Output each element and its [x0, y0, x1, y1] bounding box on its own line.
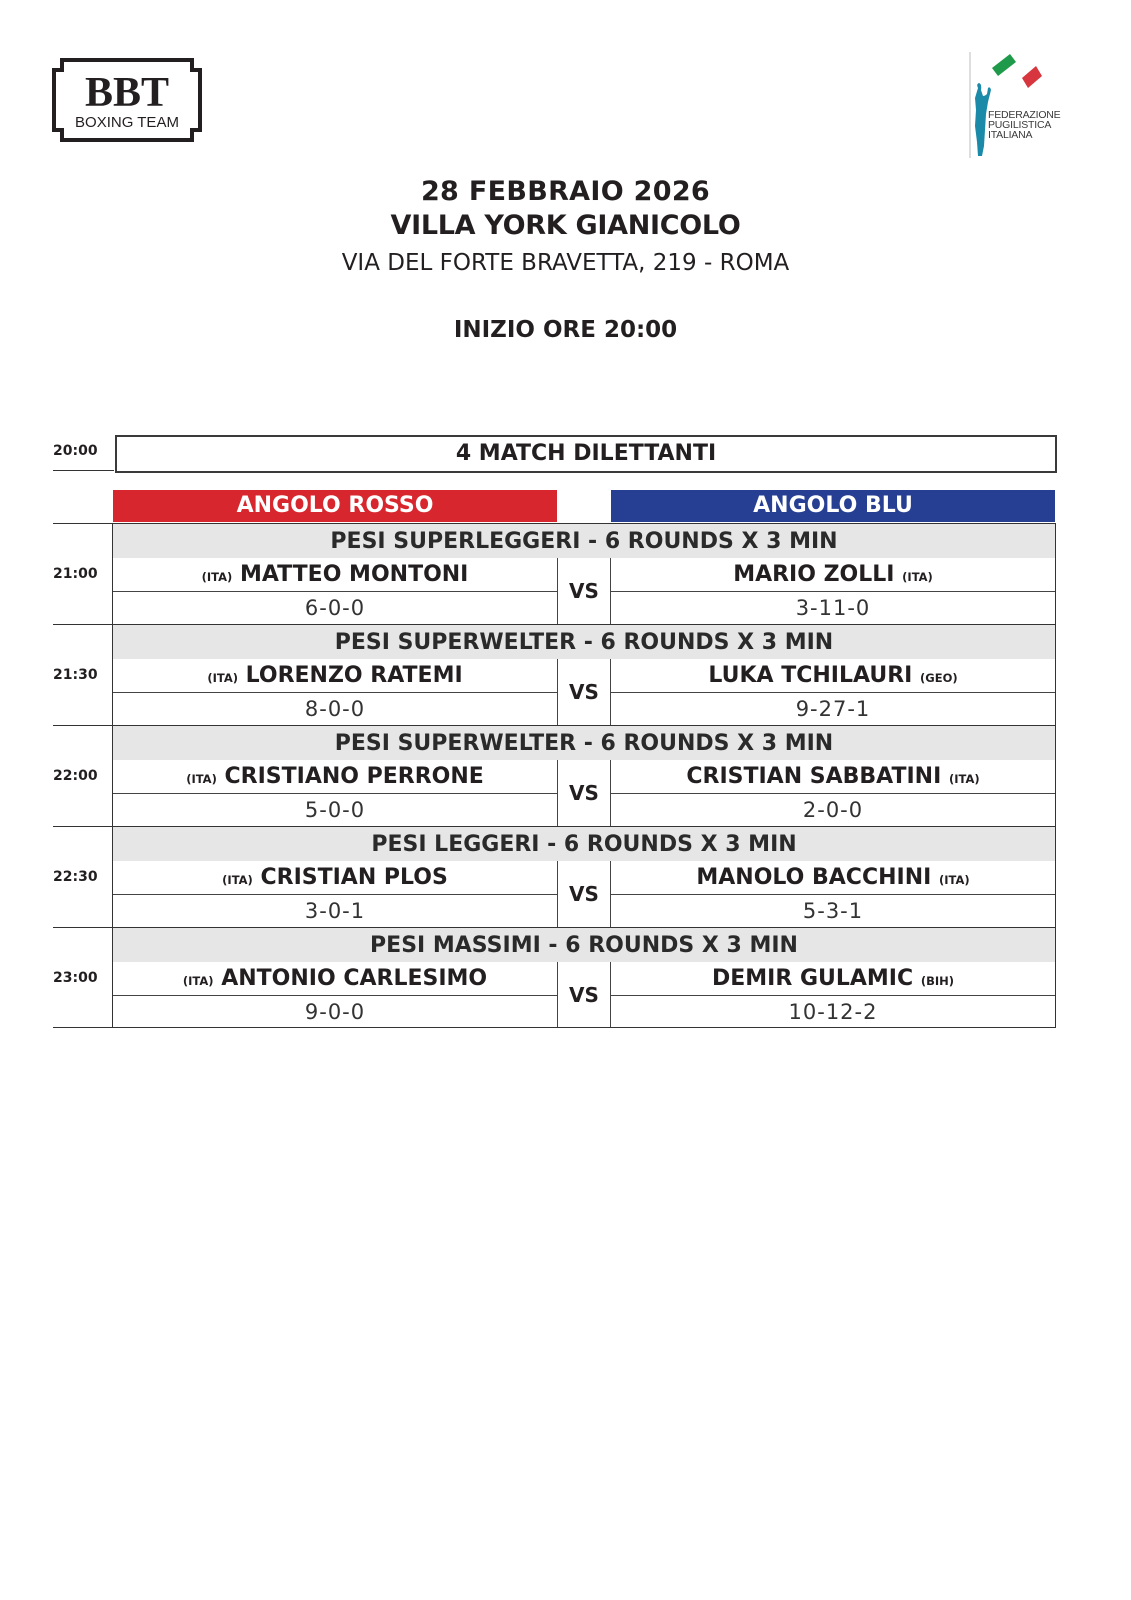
blue-corner-header: ANGOLO BLU — [611, 490, 1055, 522]
bout-grid — [112, 625, 1056, 725]
bout-category: PESI SUPERWELTER - 6 ROUNDS X 3 MIN — [113, 625, 1055, 659]
blue-fighter-name: DEMIR GULAMIC — [711, 966, 914, 991]
red-fighter-record: 5-0-0 — [304, 798, 366, 822]
red-fighter-nationality: (ITA) — [182, 974, 214, 988]
blue-fighter-nationality: (ITA) — [902, 570, 933, 584]
bout-time: 21:00 — [53, 566, 98, 582]
red-fighter-name: MATTEO MONTONI — [239, 562, 469, 587]
red-fighter-name: CRISTIANO PERRONE — [224, 764, 484, 789]
bout-time: 22:30 — [53, 869, 98, 885]
red-fighter-record: 9-0-0 — [304, 1000, 366, 1024]
blue-fighter-record: 9-27-1 — [795, 697, 871, 721]
vs-label: VS — [557, 861, 611, 927]
blue-corner-fighter — [611, 962, 1055, 1027]
event-date: 28 FEBBRAIO 2026 — [420, 176, 711, 207]
red-fighter-nationality: (ITA) — [186, 772, 217, 786]
red-corner-fighter — [113, 861, 557, 927]
vs-label: VS — [557, 558, 611, 624]
red-fighter-record: 8-0-0 — [304, 697, 366, 721]
red-fighter-nationality: (ITA) — [222, 873, 253, 887]
blue-fighter-record: 2-0-0 — [802, 798, 864, 822]
bout-grid — [112, 928, 1056, 1027]
fpi-logo-line-1: FEDERAZIONE — [988, 109, 1061, 121]
bout-grid — [112, 827, 1056, 927]
bout-row — [53, 725, 1056, 826]
blue-fighter-record: 3-11-0 — [795, 596, 871, 620]
blue-fighter-name: MARIO ZOLLI — [733, 562, 895, 587]
bout-category: PESI SUPERWELTER - 6 ROUNDS X 3 MIN — [113, 726, 1055, 760]
green-flag-icon — [992, 54, 1016, 76]
vs-label: VS — [557, 760, 611, 826]
red-fighter-record: 6-0-0 — [304, 596, 366, 620]
blue-fighter-nationality: (BIH) — [920, 974, 955, 988]
bouts-table — [53, 523, 1056, 1028]
vs-label: VS — [557, 659, 611, 725]
fpi-logo-line-3: ITALIANA — [988, 129, 1033, 141]
red-corner-fighter — [113, 962, 557, 1027]
bout-row — [53, 826, 1056, 927]
bout-time: 22:00 — [53, 768, 98, 784]
bout-time: 23:00 — [53, 969, 98, 986]
event-address: VIA DEL FORTE BRAVETTA, 219 - ROMA — [341, 250, 790, 276]
bbt-logo-subtitle: BOXING TEAM — [75, 114, 179, 131]
blue-corner-fighter — [611, 861, 1055, 927]
red-fighter-name: ANTONIO CARLESIMO — [221, 966, 488, 991]
bout-category: PESI MASSIMI - 6 ROUNDS X 3 MIN — [113, 928, 1055, 962]
bbt-boxing-team-logo — [50, 56, 204, 144]
bout-grid — [112, 524, 1056, 624]
red-fighter-nationality: (ITA) — [201, 570, 233, 584]
bout-time: 21:30 — [53, 667, 98, 683]
blue-fighter-nationality: (ITA) — [948, 772, 980, 786]
event-start-time: INIZIO ORE 20:00 — [453, 317, 678, 343]
blue-fighter-record: 5-3-1 — [802, 899, 864, 923]
red-fighter-record: 3-0-1 — [304, 899, 366, 923]
red-corner-fighter — [113, 659, 557, 725]
bout-row — [53, 927, 1056, 1028]
blue-corner-fighter — [611, 558, 1055, 624]
bout-grid — [112, 726, 1056, 826]
vs-label: VS — [557, 962, 611, 1027]
bout-row — [53, 624, 1056, 725]
red-fighter-name: CRISTIAN PLOS — [260, 865, 448, 890]
red-flag-icon — [1022, 66, 1042, 88]
fpi-logo-line-2: PUGILISTICA — [988, 119, 1052, 131]
blue-fighter-name: LUKA TCHILAURI — [708, 663, 913, 688]
blue-corner-fighter — [611, 659, 1055, 725]
blue-fighter-name: CRISTIAN SABBATINI — [686, 764, 942, 789]
amateur-matches-box: 4 MATCH DILETTANTI — [115, 435, 1057, 473]
red-corner-fighter — [113, 760, 557, 826]
blue-fighter-record: 10-12-2 — [788, 1000, 878, 1024]
red-corner-header: ANGOLO ROSSO — [113, 490, 557, 522]
bout-category: PESI SUPERLEGGERI - 6 ROUNDS X 3 MIN — [113, 524, 1055, 558]
blue-fighter-name: MANOLO BACCHINI — [696, 865, 932, 890]
event-venue: VILLA YORK GIANICOLO — [390, 210, 741, 241]
red-corner-fighter — [113, 558, 557, 624]
red-fighter-nationality: (ITA) — [207, 671, 238, 685]
blue-corner-fighter — [611, 760, 1055, 826]
bout-row — [53, 523, 1056, 624]
blue-fighter-nationality: (GEO) — [920, 671, 958, 685]
bout-category: PESI LEGGERI - 6 ROUNDS X 3 MIN — [113, 827, 1055, 861]
federazione-pugilistica-italiana-logo — [966, 50, 1066, 162]
blue-fighter-nationality: (ITA) — [938, 873, 970, 887]
bbt-logo-title: BBT — [84, 70, 170, 116]
amateur-time-divider — [53, 470, 114, 471]
red-fighter-name: LORENZO RATEMI — [245, 663, 463, 688]
amateur-time: 20:00 — [53, 443, 98, 459]
